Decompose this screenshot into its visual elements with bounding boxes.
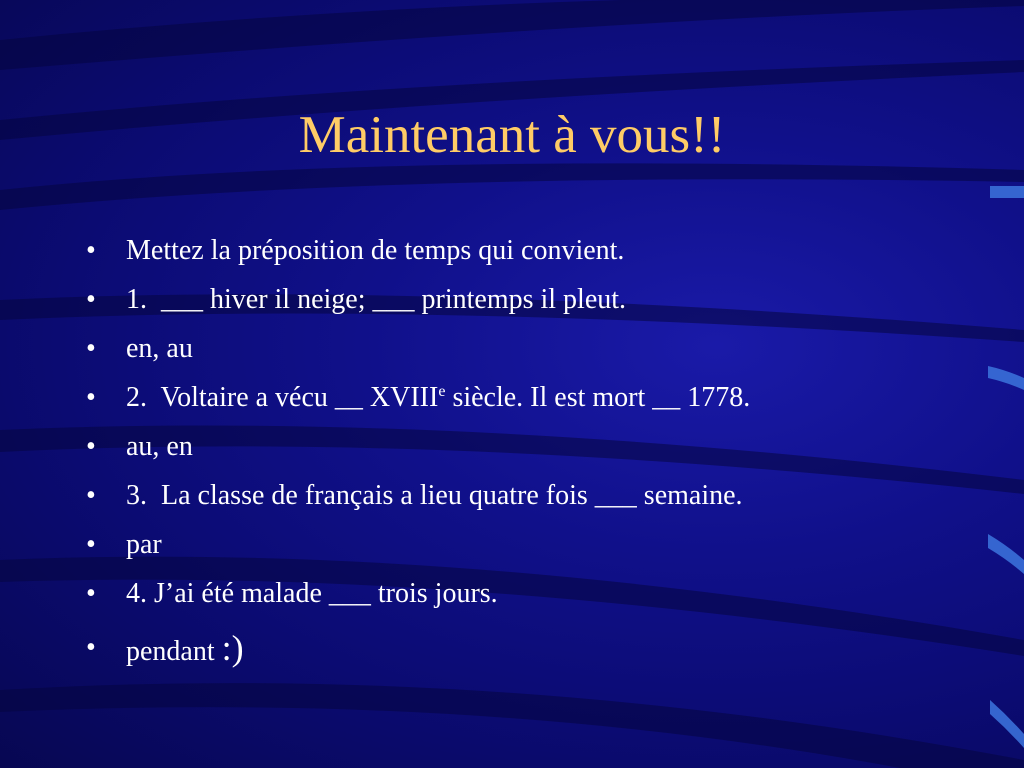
bullet-icon: • — [86, 382, 96, 413]
list-item — [86, 228, 986, 277]
slide-title: Maintenant à vous!! — [298, 106, 726, 164]
bullet-text-after: siècle. Il est mort __ 1778. — [445, 382, 751, 413]
list-item — [86, 375, 986, 424]
bullet-text: par — [126, 529, 162, 560]
bullet-icon: • — [86, 235, 96, 266]
bullet-icon: • — [86, 529, 96, 560]
bullet-icon: • — [86, 333, 96, 364]
bullet-text: en, au — [126, 333, 193, 364]
bullet-text: au, en — [126, 431, 193, 462]
bullet-text: 3. La classe de français a lieu quatre fois ___ semaine. — [126, 480, 743, 511]
list-item — [86, 473, 986, 522]
smiley-emoticon: :) — [221, 628, 244, 668]
bullet-icon: • — [86, 632, 96, 663]
bullet-text: Mettez la préposition de temps qui convient. — [126, 235, 625, 266]
bullet-text: pendant — [126, 636, 222, 667]
bullet-text: 4. J’ai été malade ___ trois jours. — [126, 578, 498, 609]
list-item — [86, 326, 986, 375]
list-item — [86, 424, 986, 473]
bullet-icon: • — [86, 431, 96, 462]
superscript: e — [438, 383, 446, 400]
bullet-text: 1. ___ hiver il neige; ___ printemps il pleut. — [126, 284, 627, 315]
list-item — [86, 620, 986, 680]
bullet-icon: • — [86, 480, 96, 511]
list-item — [86, 277, 986, 326]
bullet-list — [86, 228, 986, 680]
bullet-icon: • — [86, 284, 96, 315]
list-item — [86, 522, 986, 571]
bullet-text-before: 2. Voltaire a vécu __ XVIII — [126, 382, 439, 413]
bullet-icon: • — [86, 578, 96, 609]
list-item — [86, 571, 986, 620]
